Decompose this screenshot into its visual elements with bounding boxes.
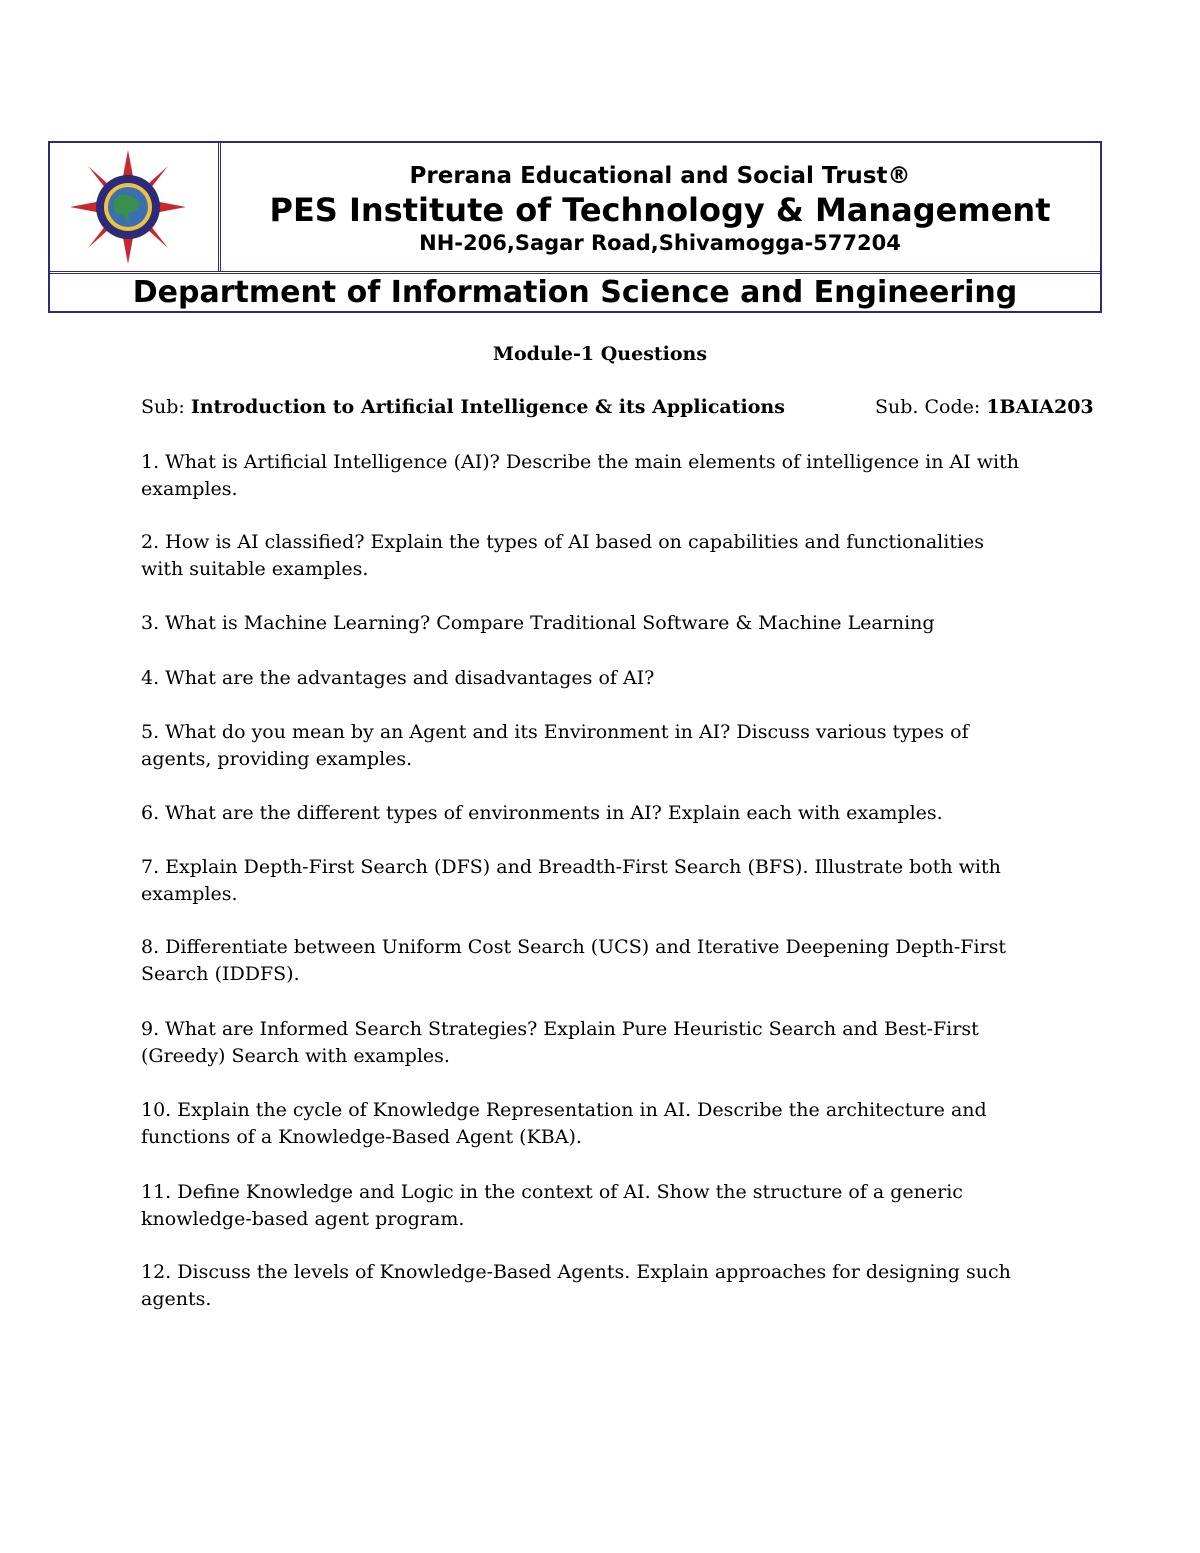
question-5: 5. What do you mean by an Agent and its Environment in AI? Discuss various types of agents, providing examples. <box>141 721 969 770</box>
subject-code-label: Sub. Code: <box>875 396 987 418</box>
subject-name: Introduction to Artificial Intelligence & its Applications <box>190 396 785 418</box>
document-title: Module-1 Questions <box>492 343 708 365</box>
subject-code: 1BAIA203 <box>986 396 1094 418</box>
question-4: 4. What are the advantages and disadvantages of AI? <box>141 667 655 689</box>
question-9: 9. What are Informed Search Strategies? Explain Pure Heuristic Search and Best-First (Greedy) Search with examples. <box>141 1018 979 1067</box>
subject-row <box>141 396 1101 422</box>
logo-cell <box>50 143 221 271</box>
letterhead <box>48 141 1102 313</box>
subject-code-block <box>875 396 1094 418</box>
department-name: Department of Information Science and Engineering <box>132 275 1018 310</box>
question-6: 6. What are the different types of environments in AI? Explain each with examples. <box>141 802 943 824</box>
letterhead-top <box>50 143 1100 274</box>
institute-name: PES Institute of Technology & Management <box>269 191 1051 229</box>
question-11: 11. Define Knowledge and Logic in the context of AI. Show the structure of a generic knowledge-based agent program. <box>141 1181 963 1230</box>
question-3: 3. What is Machine Learning? Compare Traditional Software & Machine Learning <box>141 612 935 634</box>
question-7: 7. Explain Depth-First Search (DFS) and Breadth-First Search (BFS). Illustrate both with examples. <box>141 856 1001 905</box>
question-10: 10. Explain the cycle of Knowledge Representation in AI. Describe the architecture and functions of a Knowledge-Based Agent (KBA). <box>141 1099 987 1148</box>
question-12: 12. Discuss the levels of Knowledge-Based Agents. Explain approaches for designing such agents. <box>141 1261 1011 1310</box>
question-1: 1. What is Artificial Intelligence (AI)? Describe the main elements of intelligence in AI with examples. <box>141 451 1019 500</box>
compass-star-globe-icon <box>68 148 188 266</box>
trust-name: Prerana Educational and Social Trust® <box>409 163 911 189</box>
subject-label: Sub: <box>141 396 191 418</box>
question-2: 2. How is AI classified? Explain the types of AI based on capabilities and functionalities with suitable examples. <box>141 531 985 580</box>
institute-address: NH-206,Sagar Road,Shivamogga-577204 <box>419 231 901 255</box>
subject-block <box>141 396 785 418</box>
question-8: 8. Differentiate between Uniform Cost Search (UCS) and Iterative Deepening Depth-First Search (IDDFS). <box>141 936 1007 985</box>
